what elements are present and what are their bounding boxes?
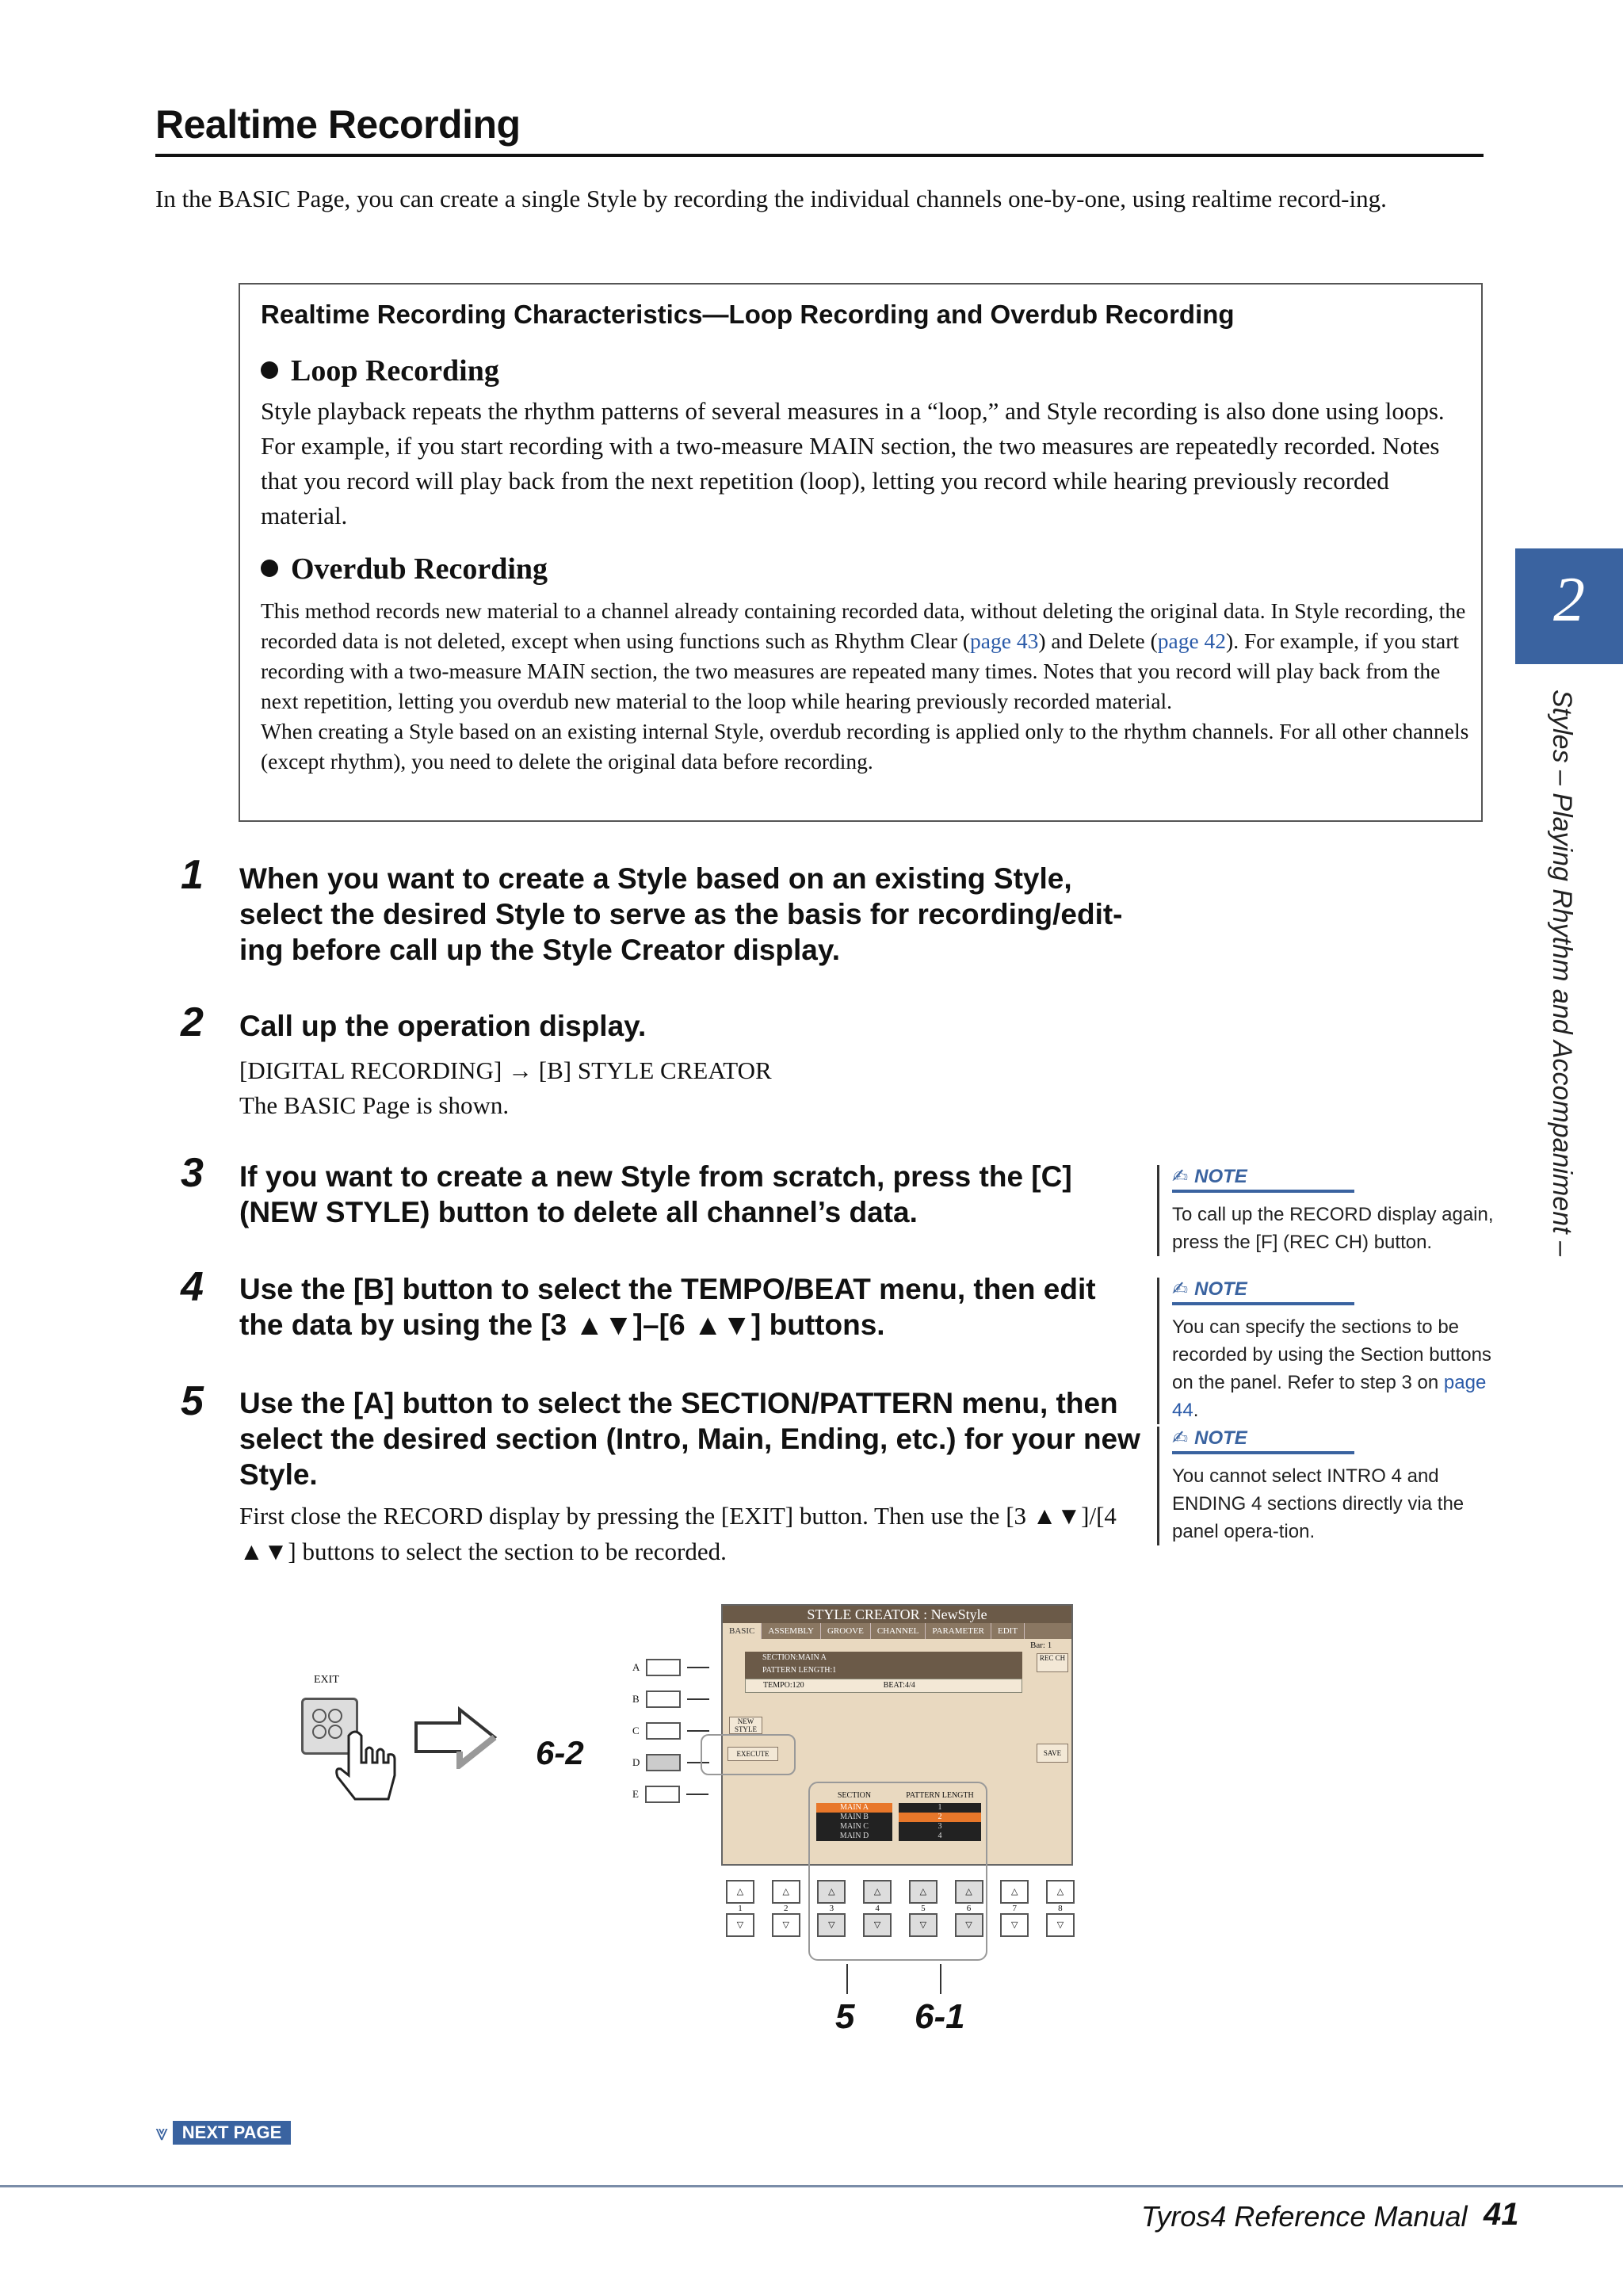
step-4-number: 4 (181, 1264, 204, 1310)
pattern-item[interactable]: 2 (899, 1813, 981, 1822)
bottom-button-6[interactable] (955, 1880, 983, 1937)
side-button-d[interactable] (646, 1754, 681, 1771)
bottom-button-1[interactable] (726, 1880, 754, 1937)
up-arrow-icon[interactable]: △ (817, 1880, 846, 1904)
menu-1-pattern-length: PATTERN LENGTH:1 (762, 1666, 837, 1675)
step-3-title: If you want to create a new Style from scratch, press the [C] (NEW STYLE) button to delete all channel’s data. (239, 1160, 1072, 1228)
manual-title: Tyros4 Reference Manual (1141, 2200, 1468, 2233)
step-1-title: When you want to create a Style based on an existing Style, select the desired Style to serve as the basis for recording/edit-ing before call up the Style Creator display. (239, 862, 1123, 966)
pencil-icon: ✍ (1172, 1278, 1189, 1300)
side-button-label: D (632, 1756, 640, 1768)
footer-rule (0, 2185, 1623, 2187)
next-page-label: NEXT PAGE (173, 2121, 292, 2145)
rec-ch-button[interactable]: REC CH (1037, 1653, 1068, 1672)
chapter-side-title: Styles – Playing Rhythm and Accompaniment – (1547, 690, 1577, 1256)
callout-6-1: 6-1 (915, 1997, 965, 2036)
bullet-icon (261, 361, 278, 379)
pattern-column-title: PATTERN LENGTH (906, 1791, 974, 1800)
leader-line (686, 1794, 708, 1795)
page-44-link[interactable]: page 44 (1172, 1372, 1487, 1421)
screen-tab-parameter[interactable]: PARAMETER (926, 1623, 991, 1639)
step-5-number: 5 (181, 1378, 204, 1424)
note-2 (1157, 1278, 1497, 1424)
page-title: Realtime Recording (155, 102, 521, 147)
bottom-button-label: 8 (1058, 1904, 1063, 1913)
overdub-text-part: ). For example, if you start recording with a two-measure MAIN section, the two measures are repeated many times. Notes that you record will play back from the next repetition, letting you overdub new material to the loop while hearing previously recorded material. (261, 628, 1460, 713)
up-arrow-icon[interactable]: △ (955, 1880, 983, 1904)
next-page-indicator[interactable] (155, 2121, 291, 2145)
chapter-number: 2 (1553, 565, 1585, 635)
leader-line (687, 1730, 709, 1732)
pattern-item[interactable]: 3 (938, 1822, 942, 1831)
execute-highlight (701, 1734, 796, 1775)
new-style-button[interactable]: NEW STYLE (729, 1717, 762, 1734)
side-button-label: E (632, 1788, 639, 1800)
step-1-number: 1 (181, 852, 204, 898)
pencil-icon: ✍ (1172, 1427, 1189, 1449)
side-button-label: C (632, 1725, 640, 1736)
note-3-text: You cannot select INTRO 4 and ENDING 4 sections directly via the panel opera-tion. (1172, 1465, 1465, 1542)
section-column-title: SECTION (837, 1791, 872, 1800)
step-5-title: Use the [A] button to select the SECTION/PATTERN menu, then select the desired section (Intro, Main, Ending, etc.) for your new Style. (239, 1387, 1140, 1491)
bottom-button-3[interactable] (817, 1880, 846, 1937)
pattern-column (899, 1791, 981, 1841)
note-1-text: To call up the RECORD display again, press the [F] (REC CH) button. (1172, 1204, 1494, 1253)
down-arrow-icon[interactable]: ▽ (772, 1913, 800, 1937)
step-2-result: The BASIC Page is shown. (239, 1091, 510, 1119)
up-arrow-icon[interactable]: △ (863, 1880, 892, 1904)
pencil-icon: ✍ (1172, 1166, 1189, 1187)
leader-line (687, 1698, 709, 1700)
overdub-text-part: When creating a Style based on an existing internal Style, overdub recording is applied only to the rhythm channels. For all other channels (except rhythm), you need to delete the original data before recording. (261, 719, 1469, 774)
menu-1-section-pattern[interactable] (745, 1652, 1022, 1679)
step-5-body: First close the RECORD display by pressing the [EXIT] button. Then use the [3 ▲▼]/[4 ▲▼] buttons to select the section to be recorded. (239, 1502, 1117, 1565)
up-arrow-icon[interactable]: △ (1046, 1880, 1075, 1904)
bottom-button-5[interactable] (909, 1880, 938, 1937)
side-button-c[interactable] (646, 1722, 681, 1740)
note-label: NOTE (1194, 1165, 1247, 1187)
up-arrow-icon[interactable]: △ (1000, 1880, 1029, 1904)
overdub-recording-heading (261, 552, 548, 586)
bottom-button-row (726, 1880, 1075, 1937)
section-item[interactable]: MAIN D (839, 1832, 869, 1840)
page-number: 41 (1484, 2197, 1519, 2232)
hand-pointer-icon (333, 1728, 404, 1807)
menu-2-beat: BEAT:4/4 (883, 1681, 915, 1690)
overdub-recording-text (261, 596, 1473, 777)
down-arrow-icon[interactable]: ▽ (863, 1913, 892, 1937)
bottom-button-label: 4 (875, 1904, 880, 1913)
note-1 (1157, 1165, 1497, 1256)
title-rule (155, 154, 1484, 157)
note-heading (1172, 1427, 1354, 1454)
menu-2-tempo: TEMPO:120 (763, 1681, 804, 1690)
screen-tab-groove[interactable]: GROOVE (821, 1623, 871, 1639)
note-2-text-part: . (1193, 1400, 1199, 1421)
menu-2-tempo-beat[interactable] (745, 1679, 1022, 1693)
section-item[interactable]: MAIN B (840, 1813, 869, 1821)
exit-label: EXIT (314, 1674, 339, 1686)
screen-tabs (723, 1623, 1071, 1639)
section-column (816, 1791, 892, 1841)
step-2-title: Call up the operation display. (239, 1010, 647, 1042)
screen-title: STYLE CREATOR : NewStyle (723, 1606, 1071, 1623)
overdub-text-part: ) and Delete ( (1038, 628, 1158, 653)
callout-5-leader (846, 1964, 848, 1994)
up-arrow-icon[interactable]: △ (772, 1880, 800, 1904)
down-arrow-icon[interactable]: ▽ (726, 1913, 754, 1937)
down-arrow-icon[interactable]: ▽ (1000, 1913, 1029, 1937)
step-3-number: 3 (181, 1150, 204, 1196)
section-item[interactable]: MAIN A (816, 1803, 892, 1813)
side-button-column (632, 1652, 712, 1810)
note-label: NOTE (1194, 1427, 1247, 1449)
side-button-a[interactable] (646, 1659, 681, 1676)
bar-indicator: Bar: 1 (1030, 1641, 1052, 1650)
menu-1-section: SECTION:MAIN A (762, 1653, 827, 1662)
screen-tab-basic[interactable]: BASIC (723, 1623, 762, 1639)
loop-recording-heading (261, 353, 499, 388)
up-arrow-icon[interactable]: △ (726, 1880, 754, 1904)
bottom-button-label: 2 (783, 1904, 789, 1913)
page-43-link[interactable]: page 43 (970, 628, 1039, 653)
note-label: NOTE (1194, 1278, 1247, 1300)
screen-tab-assembly[interactable]: ASSEMBLY (762, 1623, 821, 1639)
pattern-item[interactable]: 1 (938, 1803, 942, 1812)
overdub-recording-title: Overdub Recording (291, 552, 548, 586)
bottom-button-7[interactable] (1000, 1880, 1029, 1937)
section-list[interactable] (816, 1803, 892, 1841)
bottom-button-4[interactable] (863, 1880, 892, 1937)
bottom-button-label: 5 (921, 1904, 926, 1913)
right-arrow-icon (412, 1706, 499, 1769)
bullet-icon (261, 560, 278, 577)
note-heading (1172, 1278, 1354, 1305)
overdub-text-part: This method records new material to a channel already containing recorded data, without deleting the original data. In Style recording, the recorded data is not deleted, except when using functions such as Rhythm Clear ( (261, 598, 1466, 653)
step-4-title: Use the [B] button to select the TEMPO/BEAT menu, then edit the data by using the [3 ▲▼]–[6 ▲▼] buttons. (239, 1273, 1096, 1341)
down-arrow-icon[interactable]: ▽ (817, 1913, 846, 1937)
step-2-path: [DIGITAL RECORDING] → [B] STYLE CREATOR (239, 1056, 772, 1084)
bottom-button-label: 3 (829, 1904, 834, 1913)
down-arrow-icon[interactable]: ▽ (1046, 1913, 1075, 1937)
loop-recording-text: Style playback repeats the rhythm patterns of several measures in a “loop,” and Style recording is also done using loops. For example, if you start recording with a two-measure MAIN section, the two measures are repeatedly recorded. Notes that you record will play back from the next repetition (loop), letting you record while hearing previously recorded material. (261, 397, 1445, 529)
callout-5: 5 (835, 1997, 855, 2036)
screen-tab-edit[interactable]: EDIT (991, 1623, 1025, 1639)
up-arrow-icon[interactable]: △ (909, 1880, 938, 1904)
side-button-e[interactable] (645, 1786, 680, 1803)
page-42-link[interactable]: page 42 (1157, 628, 1227, 653)
side-button-b[interactable] (646, 1690, 681, 1708)
side-button-label: B (632, 1693, 640, 1705)
bottom-button-label: 1 (738, 1904, 743, 1913)
side-button-label: A (632, 1661, 640, 1673)
down-arrow-icon[interactable]: ▽ (909, 1913, 938, 1937)
execute-button[interactable]: EXECUTE (727, 1747, 778, 1761)
note-heading (1172, 1165, 1354, 1193)
screen-tab-channel[interactable]: CHANNEL (871, 1623, 926, 1639)
note-3 (1157, 1427, 1497, 1545)
chevrons-down-icon: ⩔ (155, 2120, 168, 2145)
callout-6-2: 6-2 (536, 1734, 584, 1771)
leader-line (687, 1667, 709, 1668)
bottom-button-label: 6 (966, 1904, 972, 1913)
pattern-list[interactable] (899, 1803, 981, 1841)
loop-recording-title: Loop Recording (291, 354, 499, 388)
bottom-button-label: 7 (1012, 1904, 1017, 1913)
note-2-text-part: You can specify the sections to be recorded by using the Section buttons on the panel. Refer to step 3 on (1172, 1316, 1491, 1393)
characteristics-heading: Realtime Recording Characteristics—Loop Recording and Overdub Recording (261, 300, 1235, 329)
step-2-number: 2 (181, 999, 204, 1045)
bottom-button-2[interactable] (772, 1880, 800, 1937)
save-button[interactable]: SAVE (1037, 1744, 1068, 1763)
intro-paragraph: In the BASIC Page, you can create a single Style by recording the individual channels one-by-one, using realtime record-ing. (155, 185, 1387, 212)
callout-6-1-leader (940, 1964, 941, 1994)
section-item[interactable]: MAIN C (840, 1822, 869, 1831)
down-arrow-icon[interactable]: ▽ (955, 1913, 983, 1937)
pattern-item[interactable]: 4 (938, 1832, 942, 1840)
bottom-button-8[interactable] (1046, 1880, 1075, 1937)
note-2-text (1172, 1313, 1497, 1424)
